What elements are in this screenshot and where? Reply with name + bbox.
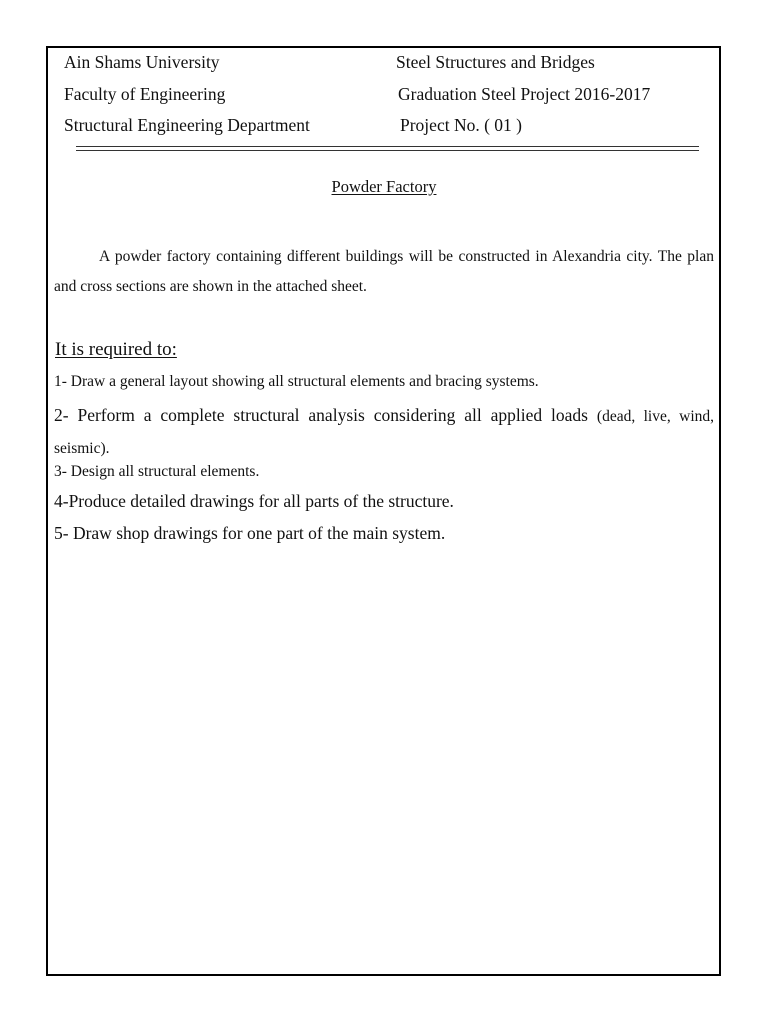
intro-paragraph: A powder factory containing different buildings will be constructed in Alexandria city. The plan and cross sections are shown in the attached sheet. <box>54 248 714 295</box>
requirement-item-1: 1- Draw a general layout showing all structural elements and bracing systems. <box>54 373 539 390</box>
course-name: Steel Structures and Bridges <box>396 52 595 72</box>
page-title <box>0 177 768 197</box>
page-title-text: Powder Factory <box>331 177 437 196</box>
requirement-item-2-main: 2- Perform a complete structural analysis considering all applied loads <box>54 405 597 425</box>
requirement-item-3: 3- Design all structural elements. <box>54 463 260 480</box>
project-year: Graduation Steel Project 2016-2017 <box>398 84 651 104</box>
requirement-item-2-loads: (dead, live, wind, seismic). <box>54 408 714 457</box>
header-divider-bottom <box>76 150 699 151</box>
university-name: Ain Shams University <box>64 52 220 72</box>
department-name: Structural Engineering Department <box>64 115 310 135</box>
project-number: Project No. ( 01 ) <box>400 115 522 135</box>
requirement-item-5: 5- Draw shop drawings for one part of the main system. <box>54 523 446 543</box>
requirement-item-2 <box>54 400 714 464</box>
requirement-item-4: 4-Produce detailed drawings for all parts of the structure. <box>54 491 454 511</box>
header-divider-top <box>76 146 699 147</box>
faculty-name: Faculty of Engineering <box>64 84 226 104</box>
requirements-heading: It is required to: <box>55 339 177 360</box>
